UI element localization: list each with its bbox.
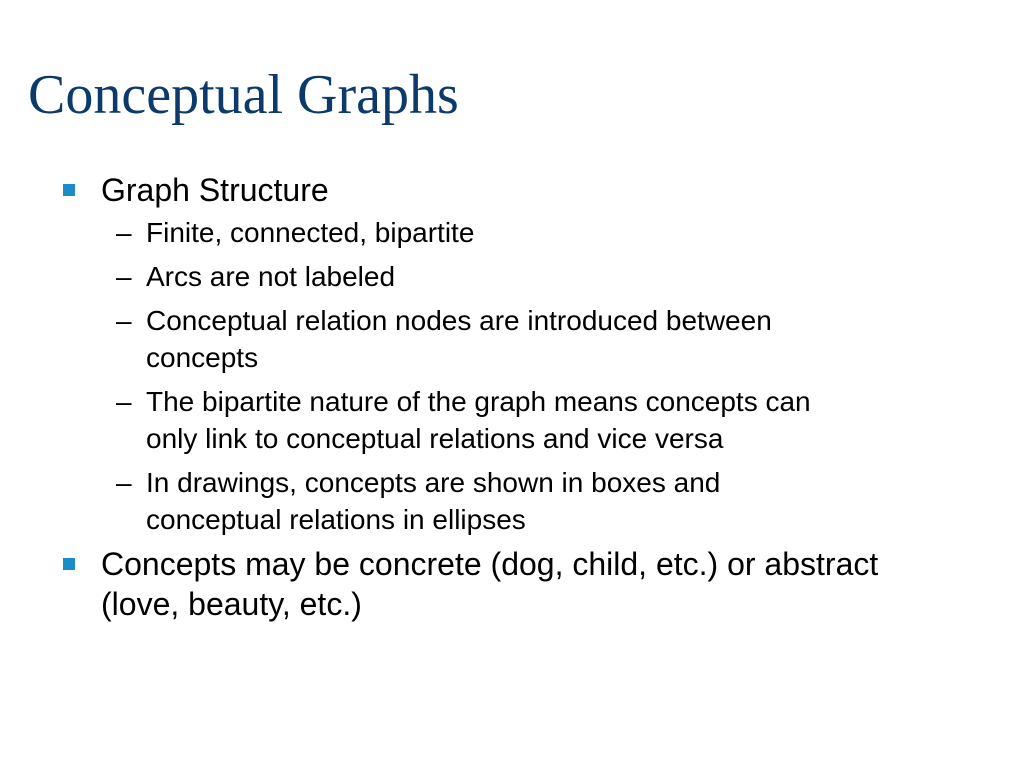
- dash-icon: –: [116, 386, 132, 417]
- square-bullet-icon: [63, 184, 75, 196]
- slide-title: Conceptual Graphs: [28, 64, 459, 126]
- sub-bullet-text: In drawings, concepts are shown in boxes and conceptual relations in ellipses: [146, 467, 721, 535]
- sub-bullet-text: Finite, connected, bipartite: [146, 217, 475, 248]
- sub-bullet-item: [62, 258, 846, 295]
- sub-bullet-list: [62, 214, 962, 538]
- bullet-text: Concepts may be concrete (dog, child, etc.) or abstract (love, beauty, etc.): [101, 546, 879, 622]
- sub-bullet-text: Conceptual relation nodes are introduced between concepts: [146, 305, 772, 373]
- sub-bullet-item: [62, 383, 846, 457]
- bullet-text: Graph Structure: [101, 172, 329, 208]
- sub-bullet-item: [62, 214, 846, 251]
- dash-icon: –: [116, 467, 132, 498]
- dash-icon: –: [116, 261, 132, 292]
- bullet-graph-structure: [62, 170, 962, 210]
- dash-icon: –: [116, 217, 132, 248]
- sub-bullet-text: The bipartite nature of the graph means concepts can only link to conceptual relations and vice versa: [146, 386, 811, 454]
- dash-icon: –: [116, 305, 132, 336]
- bullet-concepts: [62, 544, 881, 624]
- sub-bullet-text: Arcs are not labeled: [146, 261, 396, 292]
- square-bullet-icon: [63, 558, 75, 570]
- sub-bullet-item: [62, 302, 846, 376]
- sub-bullet-item: [62, 464, 846, 538]
- slide-body: [62, 170, 962, 624]
